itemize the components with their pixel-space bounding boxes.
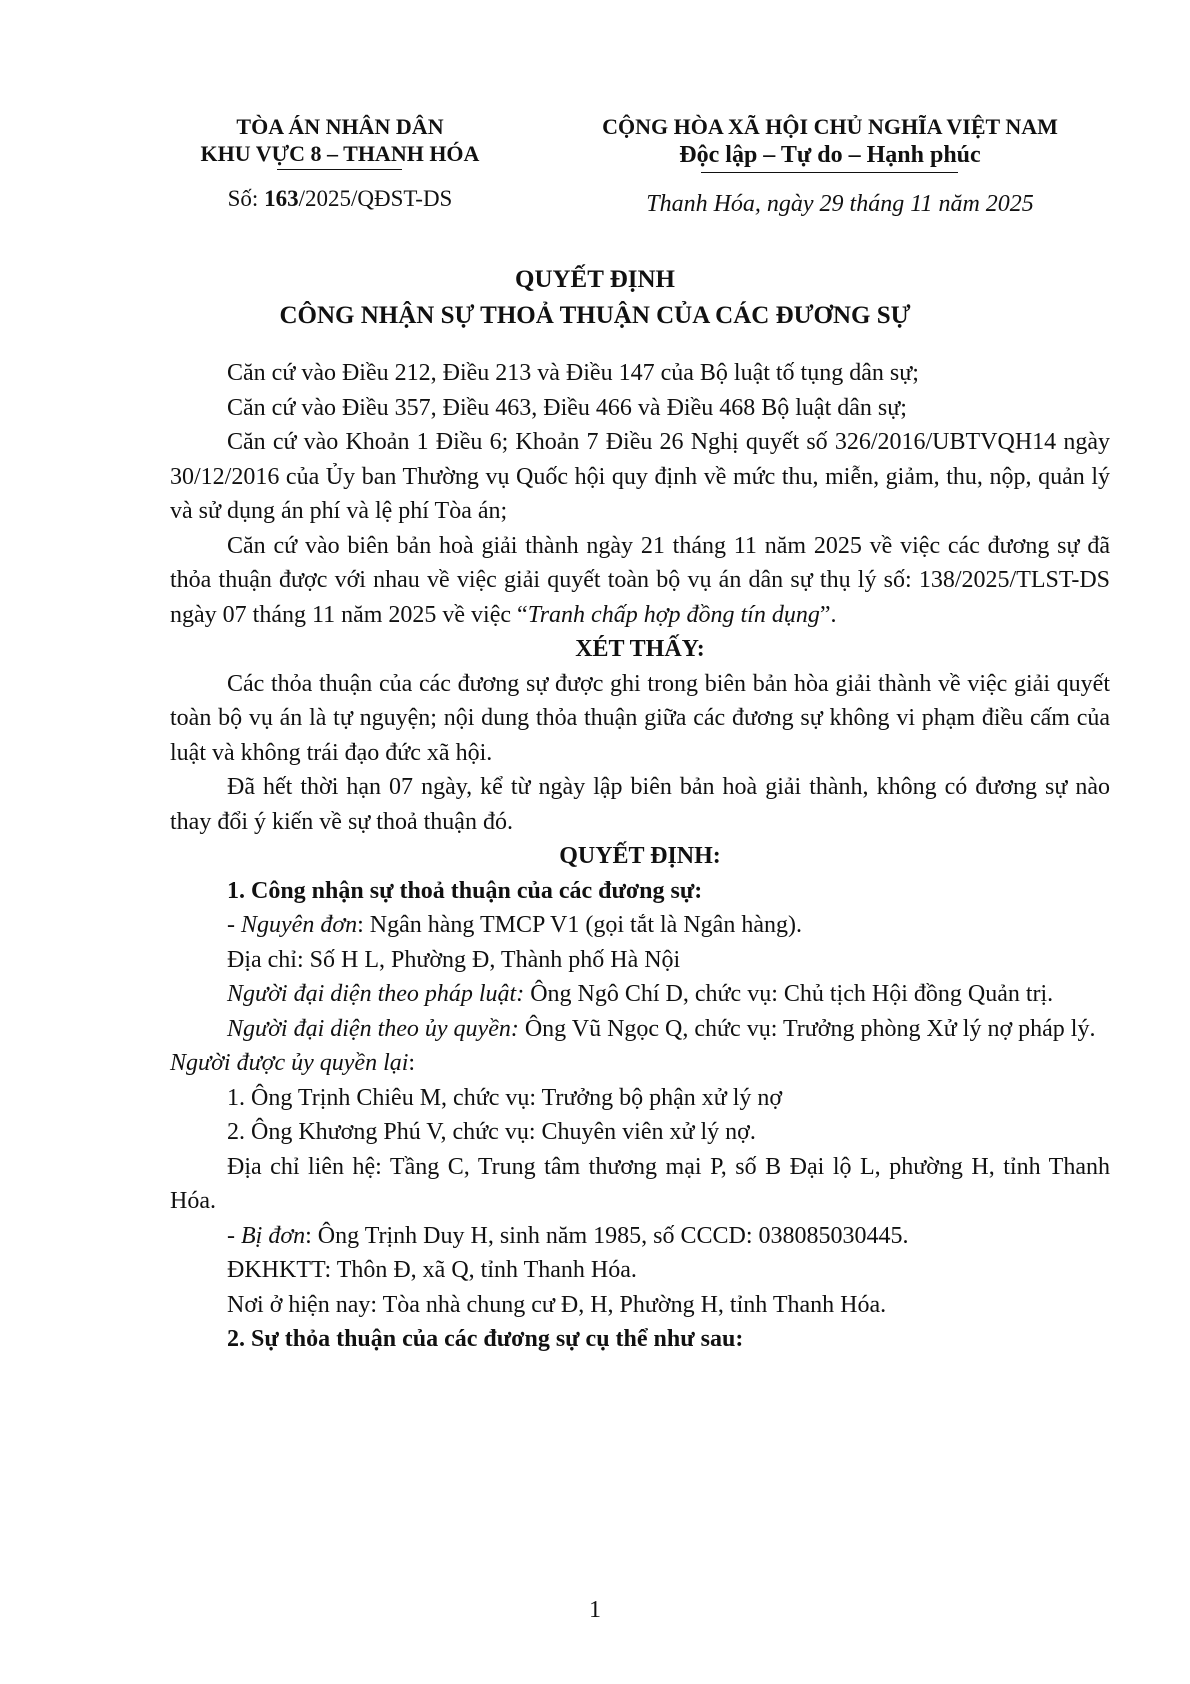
document-body [170,356,1110,1357]
national-motto: Độc lập – Tự do – Hạnh phúc [679,142,981,168]
republic-title: CỘNG HÒA XÃ HỘI CHỦ NGHĨA VIỆT NAM [602,114,1058,139]
findings-paragraph-2: Đã hết thời hạn 07 ngày, kể từ ngày lập biên bản hoà giải thành, không có đương sự nào thay đổi ý kiến về sự thoả thuận đó. [170,774,1110,835]
authorized-representative [170,1012,1110,1047]
legal-ground-4-end: ”. [819,601,837,628]
sub-authorized-1: 1. Ông Trịnh Chiêu M, chức vụ: Trưởng bộ phận xử lý nợ [227,1084,783,1111]
legal-ground-1: Căn cứ vào Điều 212, Điều 213 và Điều 147 của Bộ luật tố tụng dân sự; [227,360,919,386]
sub-auth-label: Người được ủy quyền lại [170,1050,409,1076]
case-type: Tranh chấp hợp đồng tín dụng [527,601,820,628]
legal-rep-text: Ông Ngô Chí D, chức vụ: Chủ tịch Hội đồng Quản trị. [524,981,1054,1007]
place-date: Thanh Hóa, ngày 29 tháng 11 năm 2025 [646,191,1034,217]
motto-underline [701,172,958,173]
defendant [170,1219,1110,1254]
legal-representative [170,977,1110,1012]
plaintiff-address: Địa chỉ: Số H L, Phường Đ, Thành phố Hà Nội [227,946,681,973]
document-subtitle: CÔNG NHẬN SỰ THOẢ THUẬN CỦA CÁC ĐƯƠNG SỰ [279,302,911,329]
decision-number [180,186,500,212]
decision-item-1: 1. Công nhận sự thoả thuận của các đương sự: [227,877,703,904]
auth-rep-text: Ông Vũ Ngọc Q, chức vụ: Trưởng phòng Xử lý nợ pháp lý. [518,1015,1096,1042]
plaintiff [170,908,1110,943]
court-name-line1: TÒA ÁN NHÂN DÂN [236,114,444,139]
sub-auth-end: : [408,1050,416,1076]
findings-paragraph-1: Các thỏa thuận của các đương sự được ghi trong biên bản hòa giải thành về việc giải quyết toàn bộ vụ án là tự nguyện; nội dung thỏa thuận giữa các đương sự không vi phạm điều cấm của luật và không trái đạo đức xã hội. [170,670,1110,766]
plaintiff-text: : Ngân hàng TMCP V1 (gọi tắt là Ngân hàng). [357,912,802,938]
plaintiff-label: Nguyên đơn [241,912,358,938]
decision-heading: QUYẾT ĐỊNH: [559,843,721,869]
number-bold: 163 [264,186,299,211]
plaintiff-prefix: - [227,912,241,938]
number-prefix: Số: [227,186,265,211]
sub-authorized-2: 2. Ông Khương Phú V, chức vụ: Chuyên viên xử lý nợ. [227,1119,756,1145]
auth-rep-label: Người đại diện theo ủy quyền: [227,1015,519,1042]
legal-ground-3: Căn cứ vào Khoản 1 Điều 6; Khoản 7 Điều 26 Nghị quyết số 326/2016/UBTVQH14 ngày 30/12/2016 của Ủy ban Thường vụ Quốc hội quy định về mức thu, miễn, giảm, thu, nộp, quản lý và sử dụng án phí và lệ phí Tòa án; [170,429,1110,524]
defendant-current-address: Nơi ở hiện nay: Tòa nhà chung cư Đ, H, Phường H, tỉnh Thanh Hóa. [227,1291,887,1318]
legal-ground-4-text: Căn cứ vào biên bản hoà giải thành ngày 21 tháng 11 năm 2025 về việc các đương sự đã thỏa thuận được với nhau về việc giải quyết toàn bộ vụ án dân sự thụ lý số: 138/2025/TLST-DS ngày 07 tháng 11 năm 2025 về việc “ [170,532,1110,628]
legal-ground-4 [170,529,1110,633]
sub-authorized-heading [170,1046,1110,1081]
defendant-text: : Ông Trịnh Duy H, sinh năm 1985, số CCCD: 038085030445. [305,1222,909,1249]
findings-heading: XÉT THẤY: [575,636,705,662]
decision-item-2: 2. Sự thỏa thuận của các đương sự cụ thể như sau: [227,1326,744,1352]
defendant-label: Bị đơn [241,1222,306,1249]
court-name-line2: KHU VỰC 8 – THANH HÓA [200,141,480,166]
number-suffix: /2025/QĐST-DS [298,186,453,211]
document-title: QUYẾT ĐỊNH [515,266,675,293]
contact-address: Địa chỉ liên hệ: Tầng C, Trung tâm thương mại P, số B Đại lộ L, phường H, tỉnh Thanh Hóa. [170,1153,1110,1214]
defendant-prefix: - [227,1222,241,1249]
legal-ground-2: Căn cứ vào Điều 357, Điều 463, Điều 466 và Điều 468 Bộ luật dân sự; [227,394,907,421]
page-number: 1 [589,1597,601,1623]
defendant-registered-address: ĐKHKTT: Thôn Đ, xã Q, tỉnh Thanh Hóa. [227,1257,637,1283]
legal-rep-label: Người đại diện theo pháp luật: [227,981,525,1007]
court-underline [277,169,402,170]
